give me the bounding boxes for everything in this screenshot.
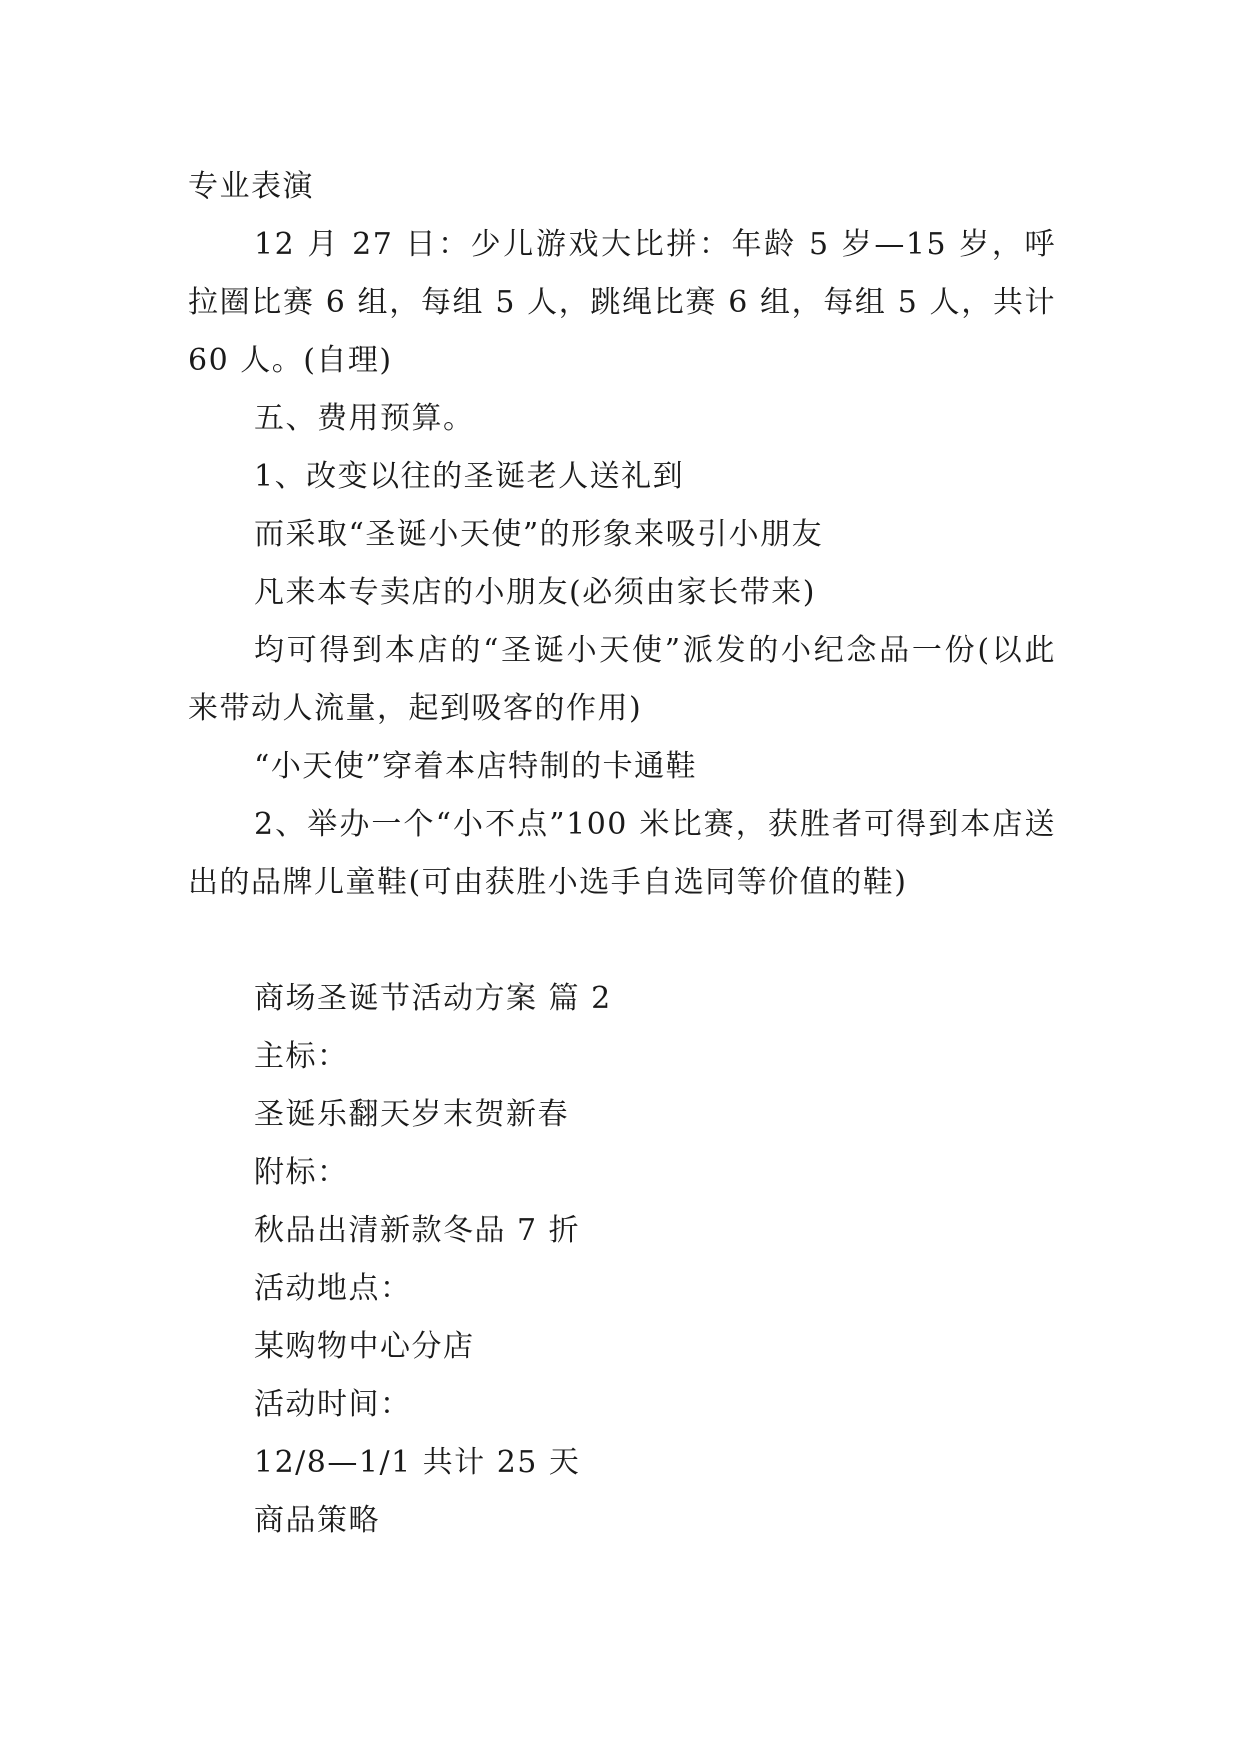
label-time: 活动时间： [254,1387,412,1422]
label-product-strategy: 商品策略 [254,1503,380,1538]
paragraph-angel-image: 而采取“圣诞小天使”的形象来吸引小朋友 [254,517,824,552]
paragraph-souvenir: 均可得到本店的“圣诞小天使”派发的小纪念品一份(以此来带动人流量，起到吸客的作用) [188,633,1056,726]
label-venue: 活动地点： [254,1271,412,1306]
paragraph-budget-heading: 五、费用预算。 [254,401,475,436]
paragraph-cartoon-shoes: “小天使”穿着本店特制的卡通鞋 [254,749,698,784]
main-slogan: 圣诞乐翻天岁末贺新春 [254,1097,569,1132]
venue: 某购物中心分店 [254,1329,475,1364]
document-body [188,158,1056,1550]
paragraph-children-games: 12 月 27 日：少儿游戏大比拼：年龄 5 岁—15 岁，呼拉圈比赛 6 组，每组 5 人，跳绳比赛 6 组，每组 5 人，共计 60 人。(自理) [188,227,1056,378]
label-main-slogan: 主标： [254,1039,349,1074]
paragraph-item-1: 1、改变以往的圣诞老人送礼到 [254,459,685,494]
time-range: 12/8—1/1 共计 25 天 [254,1445,581,1480]
paragraph-children-visit: 凡来本专卖店的小朋友(必须由家长带来) [254,575,816,610]
paragraph-heading-performance: 专业表演 [188,169,314,204]
section-title-plan-2: 商场圣诞节活动方案 篇 2 [254,981,612,1016]
paragraph-item-2-race: 2、举办一个“小不点”100 米比赛，获胜者可得到本店送出的品牌儿童鞋(可由获胜小选手自选同等价值的鞋) [188,807,1056,900]
section-spacer [188,912,1056,970]
label-sub-slogan: 附标： [254,1155,349,1190]
sub-slogan: 秋品出清新款冬品 7 折 [254,1213,581,1248]
